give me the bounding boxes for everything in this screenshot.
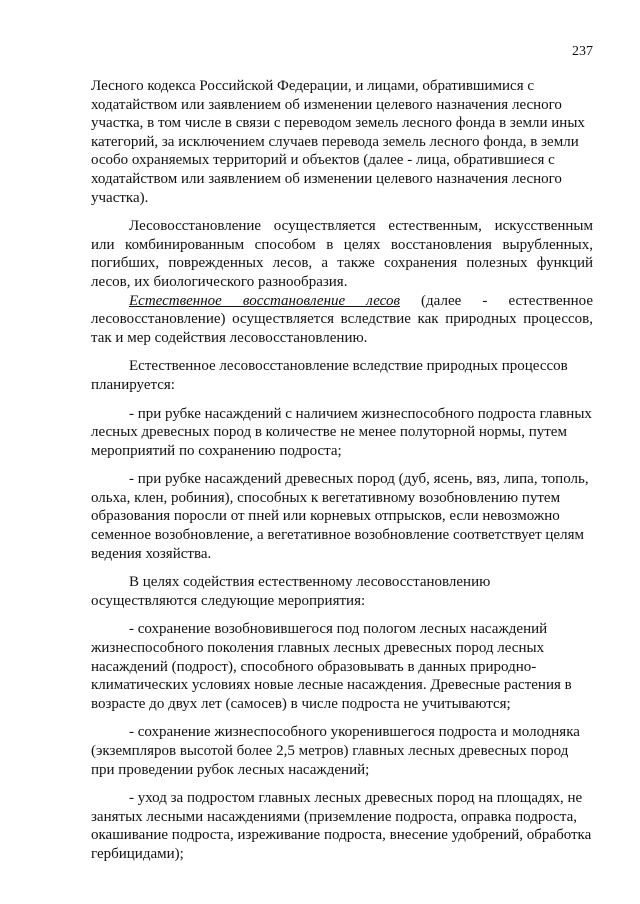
paragraph-planned-cases: Естественное лесовосстановление вследствие природных процессов планируется: — [91, 358, 568, 393]
paragraph-reforestation-methods: Лесовосстановление осуществляется естественным, искусственным или комбинированным способом в целях восстановления вырубленных, погибших, поврежденных лесов, а также сохранения полезных функций лесов, их биологического разнообразия. — [91, 218, 593, 290]
list-item-vegetative-renewal: - при рубке насаждений древесных пород (дуб, ясень, вяз, липа, тополь, ольха, клен, робиния), способных к вегетативному возобновлению путем образования поросли от пней или корневых отпрысков, если невозможно семенное возобновление, а вегетативное возобновление соответствует целям ведения хозяйства. — [91, 471, 589, 562]
list-item-undergrowth-care: - уход за подростом главных лесных древесных пород на площадях, не занятых лесными насаждениями (приземление подроста, оправка подроста, окашивание подроста, изреживание подроста, внесение удобрений, обработка гербицидами); — [91, 790, 592, 862]
list-item-preserve-undergrowth: - сохранение возобновившегося под пологом лесных насаждений жизнеспособного поколения главных лесных древесных пород лесных насаждений (подрост), способного образовывать в данных природно-климатических условиях новые лесные насаждения. Древесные растения в возрасте до двух лет (самосев) в числе подроста не учитываются; — [91, 621, 572, 712]
term-natural-reforestation: Естественное восстановление лесов — [129, 292, 400, 309]
page-number: 237 — [572, 44, 593, 59]
list-item-preserve-young-growth: - сохранение жизнеспособного укоренившегося подроста и молодняка (экземпляров высотой более 2,5 метров) главных лесных древесных пород при проведении рубок лесных насаждений; — [91, 724, 580, 778]
paragraph-continuation: Лесного кодекса Российской Федерации, и лицами, обратившимися с ходатайством или заявлением об изменении целевого назначения лесного участка, в том числе в связи с переводом земель лесного фонда в земли иных категорий, за исключением случаев перевода земель лесного фонда, в земли особо охраняемых территорий и объектов (далее - лица, обратившиеся с ходатайством или заявлением об изменении целевого назначения лесного участка). — [91, 78, 585, 206]
list-item-undergrowth: - при рубке насаждений с наличием жизнеспособного подроста главных лесных древесных пород в количестве не менее полуторной нормы, путем мероприятий по сохранению подроста; — [91, 405, 592, 459]
document-body — [91, 77, 593, 874]
paragraph-assistance-measures: В целях содействия естественному лесовосстановлению осуществляются следующие мероприятия: — [91, 574, 491, 609]
paragraph-natural-reforestation-text: (далее - естественное лесовосстановление) осуществляется вследствие как природных процессов, так и мер содействия лесовосстановлению. — [91, 292, 594, 346]
paragraph-natural-reforestation — [91, 292, 593, 348]
